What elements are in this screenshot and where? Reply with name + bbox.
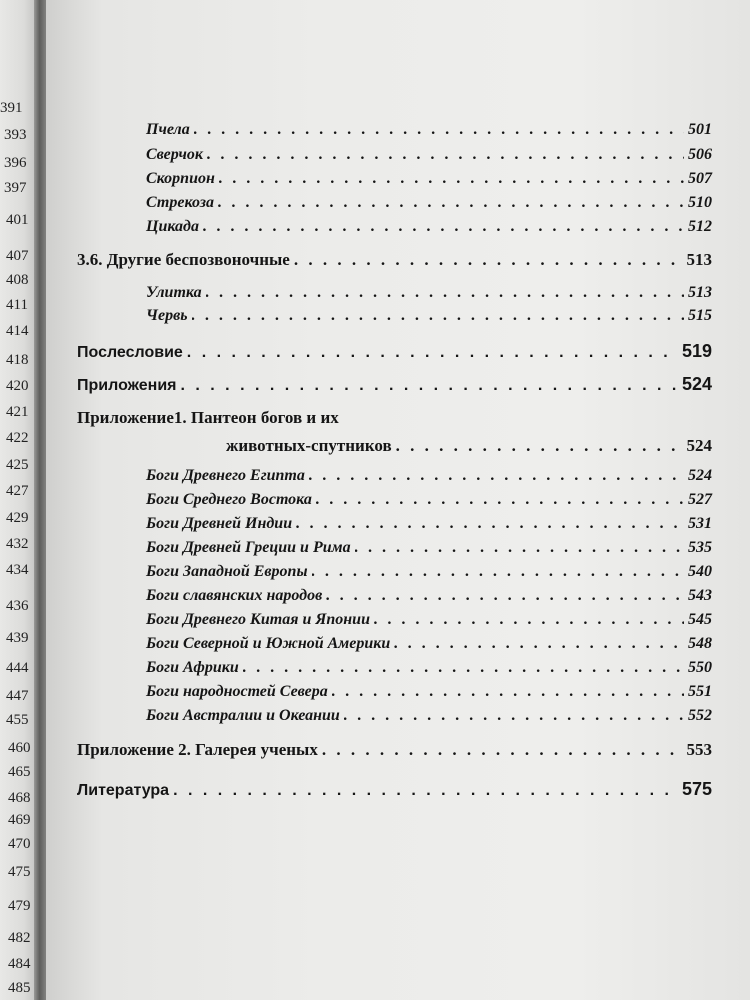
toc-leader-dots [219,170,684,188]
toc-entry-label: Стрекоза [146,194,214,211]
toc-chapter-label: Послесловие [77,344,183,361]
margin-page-number: 468 [8,790,31,806]
toc-entry [146,683,712,701]
toc-leader-dots [316,491,684,509]
toc-entry [146,218,712,236]
toc-entry [146,611,712,629]
toc-leader-dots [207,146,684,164]
toc-chapter-page: 519 [681,341,712,361]
toc-entry [146,194,712,212]
toc-entry-page: 507 [688,170,712,187]
margin-page-number: 401 [6,212,29,228]
toc-entry-page: 527 [688,491,712,508]
margin-page-number: 420 [6,378,29,394]
margin-page-number: 460 [8,740,31,756]
toc-entry-page: 506 [688,146,712,163]
toc-section-page: 513 [686,250,712,269]
toc-leader-dots [243,659,684,677]
toc-entry [146,707,712,725]
toc-section-label: Приложение 2. Галерея ученых [77,740,318,759]
toc-entry-label: Цикада [146,218,199,235]
margin-page-number: 485 [8,980,31,996]
margin-page-number: 484 [8,956,31,972]
margin-page-number: 455 [6,712,29,728]
margin-page-number: 447 [6,688,29,704]
toc-entry [146,307,712,325]
toc-leader-dots [218,194,684,212]
toc-entry-page: 550 [688,659,712,676]
margin-page-number: 482 [8,930,31,946]
toc-appendix1-title: Приложение1. Пантеон богов и их [77,408,339,427]
toc-entry-page: 501 [688,121,712,138]
toc-section [77,740,712,760]
toc-entry [146,539,712,557]
toc-leader-dots [396,436,683,456]
toc-entry [146,491,712,509]
toc-entry-label: Боги славянских народов [146,587,323,604]
toc-entry-page: 513 [688,284,712,301]
toc-chapter-label: Приложения [77,377,177,394]
margin-page-number: 411 [6,297,28,313]
toc-entry-label: Боги Древнего Китая и Японии [146,611,370,628]
margin-page-number: 421 [6,404,29,420]
toc-chapter [77,779,712,800]
toc-leader-dots [294,250,683,270]
toc-page [46,0,750,1000]
margin-page-number: 396 [4,155,27,171]
margin-page-number: 425 [6,457,29,473]
margin-page-number: 475 [8,864,31,880]
toc-section [226,436,712,456]
toc-entry [146,170,712,188]
toc-entry-page: 515 [688,307,712,324]
toc-entry-page: 524 [688,467,712,484]
toc-leader-dots [206,284,684,302]
toc-entry-label: Боги Северной и Южной Америки [146,635,391,652]
margin-page-number: 439 [6,630,29,646]
margin-page-number: 422 [6,430,29,446]
toc-entry [146,587,712,605]
margin-page-number: 391 [0,100,23,116]
toc-entry-label: Боги Древней Греции и Рима [146,539,351,556]
toc-section [77,250,712,270]
margin-page-number: 408 [6,272,29,288]
toc-entry-page: 531 [688,515,712,532]
toc-leader-dots [322,740,683,760]
toc-chapter [77,374,712,395]
toc-section-page: 553 [686,740,712,759]
toc-entry-label: Боги Древнего Египта [146,467,305,484]
margin-page-number: 429 [6,510,29,526]
margin-page-number: 469 [8,812,31,828]
toc-entry-label: Скорпион [146,170,215,187]
toc-entry-label: Пчела [146,121,190,138]
margin-page-number: 434 [6,562,29,578]
margin-page-number: 432 [6,536,29,552]
toc-leader-dots [374,611,684,629]
toc-entry-page: 540 [688,563,712,580]
toc-leader-dots [173,782,678,800]
toc-section-label: животных-спутников [226,436,392,455]
toc-leader-dots [309,467,684,485]
toc-entry-label: Улитка [146,284,202,301]
toc-entry-page: 551 [688,683,712,700]
toc-entry-label: Боги Австралии и Океании [146,707,340,724]
margin-page-number: 465 [8,764,31,780]
toc-entry [146,121,712,139]
margin-page-number: 407 [6,248,29,264]
toc-entry-label: Сверчок [146,146,204,163]
toc-entry-page: 543 [688,587,712,604]
toc-leader-dots [312,563,684,581]
toc-entry-page: 535 [688,539,712,556]
toc-leader-dots [355,539,684,557]
toc-leader-dots [187,344,678,362]
margin-page-number: 470 [8,836,31,852]
toc-entry [146,563,712,581]
toc-entry-label: Боги Среднего Востока [146,491,312,508]
toc-entry-label: Боги Африки [146,659,239,676]
toc-entry-label: Боги Древней Индии [146,515,293,532]
toc-leader-dots [296,515,684,533]
toc-leader-dots [181,377,678,395]
toc-entry-label: Червь [146,307,188,324]
toc-leader-dots [332,683,684,701]
toc-entry [146,284,712,302]
toc-entry-page: 545 [688,611,712,628]
toc-leader-dots [192,307,684,325]
toc-entry-page: 512 [688,218,712,235]
toc-leader-dots [194,121,684,139]
toc-entry [146,146,712,164]
toc-entry [146,635,712,653]
toc-entry-label: Боги Западной Европы [146,563,308,580]
toc-section-label: 3.6. Другие беспозвоночные [77,250,290,269]
toc-chapter-label: Литература [77,782,170,799]
toc-entry-page: 552 [688,707,712,724]
toc-leader-dots [344,707,684,725]
toc-chapter-page: 524 [681,374,712,394]
margin-page-number: 393 [4,127,27,143]
toc-leader-dots [203,218,684,236]
margin-page-number: 397 [4,180,27,196]
toc-leader-dots [326,587,684,605]
toc-entry [146,515,712,533]
margin-page-number: 444 [6,660,29,676]
margin-page-number: 418 [6,352,29,368]
toc-entry-page: 548 [688,635,712,652]
margin-page-number: 414 [6,323,29,339]
toc-chapter [77,341,712,362]
margin-page-number: 427 [6,483,29,499]
toc-leader-dots [394,635,684,653]
toc-section-page: 524 [686,436,712,455]
toc-chapter-page: 575 [681,779,712,799]
margin-page-number: 436 [6,598,29,614]
toc-entry [146,467,712,485]
toc-entry [146,659,712,677]
toc-entry-page: 510 [688,194,712,211]
margin-page-number: 479 [8,898,31,914]
toc-entry-label: Боги народностей Севера [146,683,328,700]
